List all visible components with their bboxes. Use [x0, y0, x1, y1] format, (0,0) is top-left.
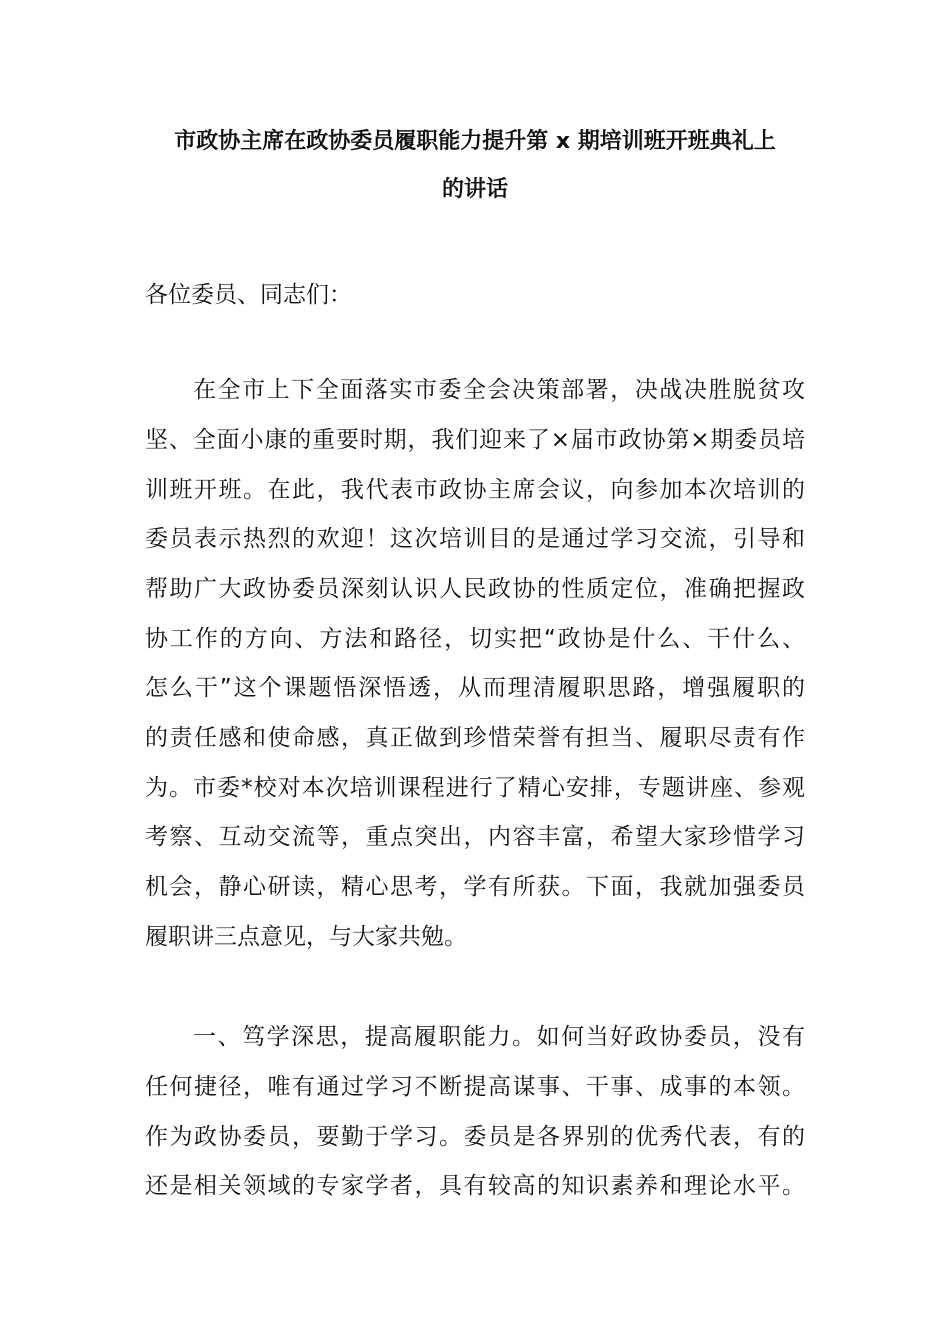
paragraph-line: 考察、互动交流等，重点突出，内容丰富，希望大家珍惜学习	[145, 824, 805, 850]
paragraph-line: 作为政协委员，要勤于学习。委员是各界别的优秀代表，有的	[145, 1124, 805, 1150]
paragraph-line: 委员表示热烈的欢迎！这次培训目的是通过学习交流，引导和	[145, 526, 805, 552]
paragraph-line: 一、笃学深思，提高履职能力。如何当好政协委员，没有	[193, 1024, 805, 1050]
paragraph-line: 训班开班。在此，我代表市政协主席会议，向参加本次培训的	[145, 477, 805, 503]
paragraph-line: 为。市委*校对本次培训课程进行了精心安排，专题讲座、参观	[145, 775, 805, 801]
document-title-line-2: 的讲话	[441, 177, 508, 202]
greeting: 各位委员、同志们：	[145, 282, 352, 308]
paragraph-line: 坚、全面小康的重要时期，我们迎来了×届市政协第×期委员培	[145, 427, 805, 453]
paragraph-line: 任何捷径，唯有通过学习不断提高谋事、干事、成事的本领。	[145, 1074, 805, 1100]
paragraph-line: 协工作的方向、方法和路径，切实把“政协是什么、干什么、	[145, 626, 805, 652]
document-title-line-1: 市政协主席在政协委员履职能力提升第 x 期培训班开班典礼上	[174, 129, 776, 154]
paragraph-line: 机会，静心研读，精心思考，学有所获。下面，我就加强委员	[145, 874, 805, 900]
paragraph-line: 履职讲三点意见，与大家共勉。	[145, 924, 467, 950]
paragraph-line: 在全市上下全面落实市委全会决策部署，决战决胜脱贫攻	[193, 377, 805, 403]
paragraph-line: 还是相关领域的专家学者，具有较高的知识素养和理论水平。	[145, 1173, 805, 1199]
paragraph-line: 的责任感和使命感，真正做到珍惜荣誉有担当、履职尽责有作	[145, 725, 805, 751]
paragraph-line: 帮助广大政协委员深刻认识人民政协的性质定位，准确把握政	[145, 576, 805, 602]
paragraph-line: 怎么干”这个课题悟深悟透，从而理清履职思路，增强履职的	[145, 675, 805, 701]
